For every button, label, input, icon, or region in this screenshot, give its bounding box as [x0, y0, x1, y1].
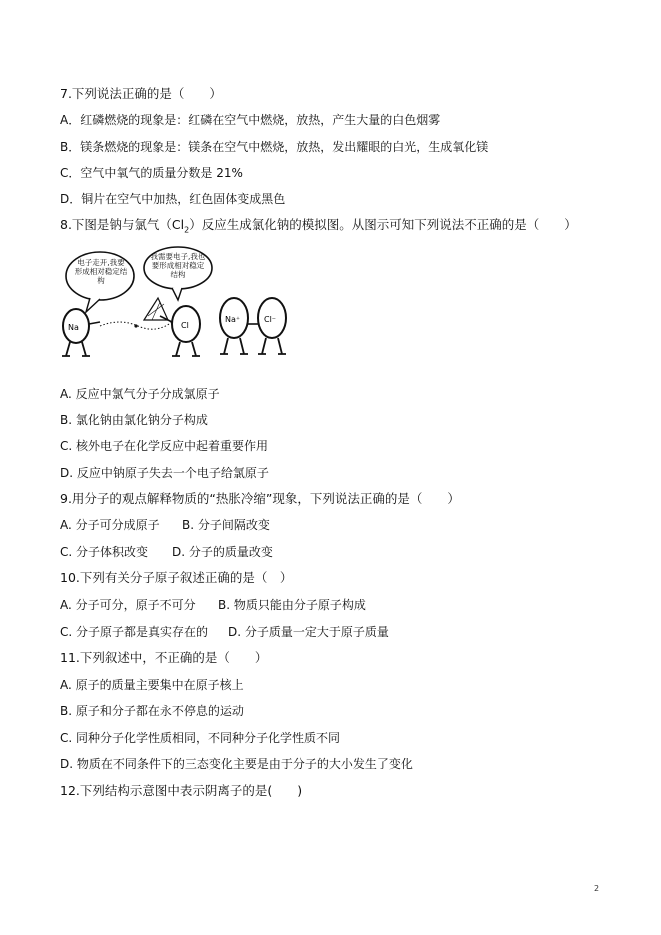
question-7-option-d: D．铜片在空气中加热，红色固体变成黑色: [60, 192, 286, 206]
question-11-option-c: C. 同种分子化学性质相同，不同种分子化学性质不同: [60, 731, 341, 745]
sodium-chlorine-reaction-figure: [60, 246, 300, 364]
question-9-option-c: C. 分子体积改变: [60, 545, 149, 559]
question-10-stem: 10.下列有关分子原子叙述正确的是（ ）: [60, 570, 293, 585]
sodium-atom-label: Na: [68, 323, 79, 332]
question-7-option-c: C．空气中氧气的质量分数是 21%: [60, 166, 243, 180]
question-8-option-d: D. 反应中钠原子失去一个电子给氯原子: [60, 466, 269, 480]
question-11-option-d: D. 物质在不同条件下的三态变化主要是由于分子的大小发生了变化: [60, 757, 413, 771]
question-7-stem: 7.下列说法正确的是（ ）: [60, 86, 222, 101]
question-9-option-b: B. 分子间隔改变: [182, 518, 270, 532]
reaction-cartoon-illustration: [60, 246, 300, 364]
electron-dot: [134, 324, 137, 327]
page-number: 2: [594, 884, 600, 893]
catching-net: [144, 298, 168, 320]
question-8-stem-before: 8.下图是钠与氯气（Cl: [60, 217, 185, 232]
sodium-atom-arm: [89, 322, 100, 324]
question-8-option-a: A. 反应中氯气分子分成氯原子: [60, 387, 220, 401]
question-7-option-b: B．镁条燃烧的现象是：镁条在空气中燃烧，放热，发出耀眼的白光，生成氧化镁: [60, 140, 489, 154]
sodium-ion-label: Na⁺: [225, 315, 241, 324]
question-9-stem: 9.用分子的观点解释物质的“热胀冷缩”现象，下列说法正确的是（ ）: [60, 491, 460, 506]
question-7-option-a: A．红磷燃烧的现象是：红磷在空气中燃烧，放热，产生大量的白色烟雾: [60, 113, 441, 127]
question-12-stem: 12.下列结构示意图中表示阴离子的是( ): [60, 783, 303, 798]
question-9-option-d: D. 分子的质量改变: [172, 545, 273, 559]
question-11-option-b: B. 原子和分子都在永不停息的运动: [60, 704, 244, 718]
right-bubble-text: 我需要电子,我也要形成相对稳定结构: [150, 252, 206, 279]
question-8-stem: [60, 217, 577, 239]
question-10-option-c: C. 分子原子都是真实存在的: [60, 625, 209, 639]
question-8-option-b: B. 氯化钠由氯化钠分子构成: [60, 413, 208, 427]
chloride-ion-legs: [258, 338, 286, 354]
right-bubble-tail: [172, 288, 182, 300]
sodium-atom-legs: [62, 342, 90, 356]
left-bubble-tail: [86, 298, 100, 312]
question-11-option-a: A. 原子的质量主要集中在原子核上: [60, 678, 244, 692]
sodium-ion-legs: [220, 338, 248, 354]
question-9-option-a: A. 分子可分成原子: [60, 518, 160, 532]
question-8-stem-subscript: 2: [184, 225, 190, 235]
question-8-option-c: C. 核外电子在化学反应中起着重要作用: [60, 439, 269, 453]
question-10-option-a: A. 分子可分，原子不可分: [60, 598, 196, 612]
chloride-ion-label: Cl⁻: [264, 315, 277, 324]
left-bubble-text: 电子走开,我要形成相对稳定结构: [74, 258, 128, 285]
chlorine-atom-legs: [172, 342, 200, 356]
chlorine-atom-label: Cl: [181, 321, 189, 330]
question-8-stem-after: ）反应生成氯化钠的模拟图。从图示可知下列说法不正确的是（ ）: [189, 217, 577, 232]
question-11-stem: 11.下列叙述中，不正确的是（ ）: [60, 650, 268, 665]
question-10-option-d: D. 分子质量一定大于原子质量: [228, 625, 389, 639]
question-10-option-b: B. 物质只能由分子原子构成: [218, 598, 366, 612]
